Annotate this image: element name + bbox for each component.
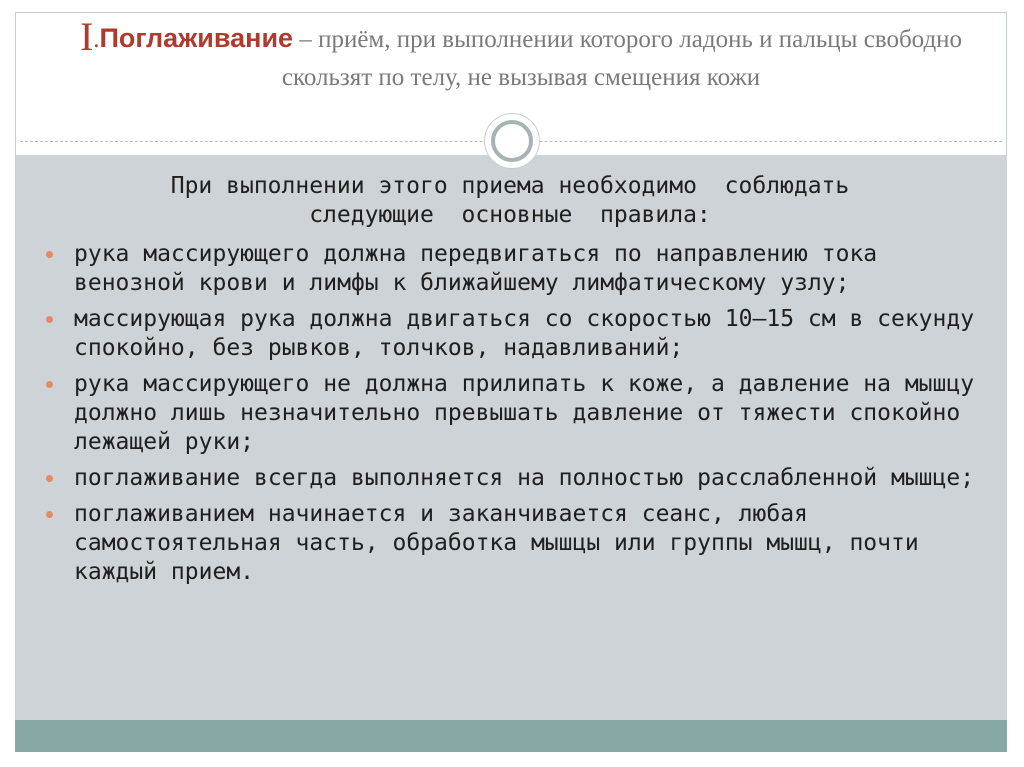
rule-item <box>38 500 988 587</box>
bullet-icon <box>46 251 53 258</box>
bullet-icon <box>46 316 53 323</box>
rule-item <box>38 240 988 298</box>
ring-inner-icon <box>491 120 533 162</box>
bullet-icon <box>46 511 53 518</box>
title-dot: . <box>93 26 100 53</box>
title-numeral: I <box>79 14 94 59</box>
rule-text: массирующая рука должна двигаться со скоростью 10—15 см в секунду спокойно, без рывков, толчков, надавливаний; <box>74 306 975 361</box>
rule-item <box>38 464 988 493</box>
rule-item <box>38 305 988 363</box>
ring-ornament-icon <box>484 113 540 169</box>
rule-item <box>38 370 988 457</box>
bullet-icon <box>46 381 53 388</box>
title-term: Поглаживание <box>99 23 294 53</box>
bullet-icon <box>46 475 53 482</box>
rule-text: поглаживание всегда выполняется на полностью расслабленной мышце; <box>74 465 975 491</box>
title-text <box>65 14 977 97</box>
rule-text: поглаживанием начинается и заканчивается сеанс, любая самостоятельная часть, обработка мышцы или группы мышц, почти каждый прием. <box>74 501 919 585</box>
rules-list <box>38 240 988 594</box>
title-definition: – приём, при выполнении которого ладонь и пальцы свободно скользят по телу, не вызывая смещения кожи <box>281 26 963 91</box>
rules-intro: При выполнении этого приема необходимо соблюдать следующие основные правила: <box>170 173 850 228</box>
rule-text: рука массирующего не должна прилипать к коже, а давление на мышцу должно лишь незначительно превышать давление от тяжести спокойно лежащей руки; <box>74 371 975 455</box>
bottom-band <box>15 720 1007 752</box>
rule-text: рука массирующего должна передвигаться по направлению тока венозной крови и лимфы к ближайшему лимфатическому узлу; <box>74 241 878 296</box>
